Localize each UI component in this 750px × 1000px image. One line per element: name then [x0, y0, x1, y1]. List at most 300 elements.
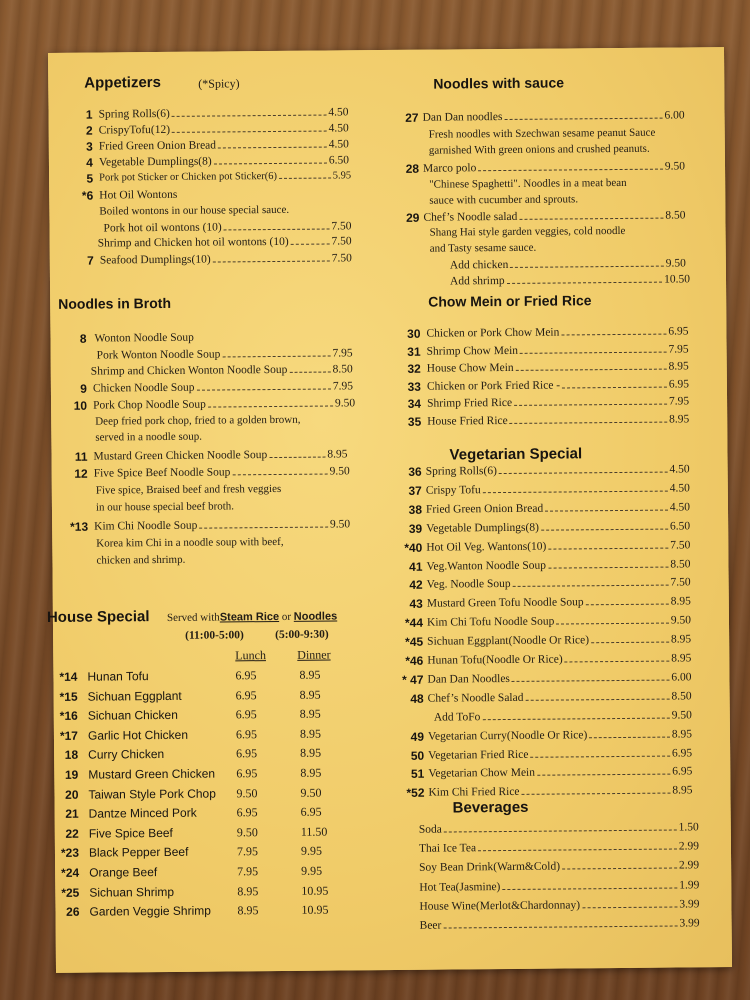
menu-item — [427, 411, 689, 429]
item-price: 3.99 — [679, 917, 700, 930]
menu-item — [93, 446, 347, 464]
menu-item — [427, 669, 691, 687]
leader-line — [548, 566, 668, 568]
dinner-price: 9.50 — [300, 785, 322, 800]
item-number: 28 — [405, 161, 420, 176]
item-price: 8.95 — [671, 727, 693, 741]
leader-line — [514, 404, 667, 406]
item-name: Kim Chi Noodle Soup — [94, 519, 198, 533]
leader-line — [289, 372, 330, 373]
chow-mein-title: Chow Mein or Fried Rice — [428, 292, 592, 310]
item-price: 8.95 — [668, 360, 689, 373]
item-number: *44 — [404, 615, 424, 631]
menu-item — [428, 764, 692, 782]
item-number: 4 — [86, 155, 94, 170]
item-price: 7.50 — [331, 220, 352, 233]
menu-item — [426, 499, 690, 517]
lunch-price: 6.95 — [236, 805, 258, 820]
menu-item — [93, 395, 355, 413]
item-name: Vegetarian Fried Rice — [428, 748, 529, 762]
item-description: Shang Hai style garden veggies, cold noodle — [429, 224, 626, 239]
leader-line — [530, 755, 670, 757]
menu-page — [48, 47, 732, 973]
item-name: Chef’s Noodle salad — [423, 210, 518, 224]
lunch-price: 8.95 — [237, 883, 259, 898]
item-name: Pork pot Sticker or Chicken pot Sticker(6) — [99, 170, 278, 184]
item-number: 31 — [407, 344, 421, 359]
leader-line — [548, 547, 668, 549]
dinner-header: Dinner — [297, 647, 331, 662]
item-number: 29 — [406, 210, 420, 225]
spicy-note: (*Spicy) — [198, 76, 240, 91]
item-number: 7 — [87, 253, 94, 268]
item-number: 39 — [408, 521, 423, 536]
item-price: 8.95 — [670, 633, 692, 646]
menu-item — [426, 537, 690, 555]
item-price: 6.95 — [668, 325, 689, 338]
leader-line — [208, 405, 333, 407]
item-name: Chef’s Noodle Salad — [427, 691, 524, 705]
item-description: and Tasty sesame sauce. — [429, 241, 537, 255]
menu-item — [428, 745, 692, 763]
menu-item — [93, 378, 353, 396]
vegetarian-title: Vegetarian Special — [449, 445, 583, 464]
leader-line — [525, 698, 669, 700]
leader-line — [562, 386, 667, 388]
beverages-title: Beverages — [452, 798, 529, 817]
leader-line — [510, 266, 663, 268]
leader-line — [556, 623, 668, 625]
menu-item — [426, 461, 690, 479]
item-price: 6.95 — [671, 746, 693, 760]
noodles-text: Noodles — [293, 610, 338, 623]
dinner-price: 8.95 — [300, 746, 322, 761]
noodles-sauce-title: Noodles with sauce — [433, 74, 565, 92]
item-number: 27 — [405, 110, 419, 125]
item-price: 7.95 — [332, 380, 353, 393]
item-description: in our house special beef broth. — [95, 500, 235, 514]
menu-item — [427, 359, 689, 377]
item-number: *46 — [405, 653, 424, 668]
item-name: Dan Dan noodles — [422, 111, 503, 124]
lunch-hours: (11:00-5:00) — [185, 629, 244, 642]
item-name: Pork Wonton Noodle Soup — [96, 348, 221, 362]
item-name: House Wine(Merlot&Chardonnay) — [419, 899, 581, 913]
leader-line — [478, 169, 663, 172]
item-name: Dantze Minced Pork — [88, 805, 197, 821]
menu-item — [419, 819, 699, 837]
leader-line — [222, 356, 330, 358]
leader-line — [510, 422, 667, 424]
item-price: 9.50 — [670, 614, 692, 627]
item-name: Mustard Green Chicken — [88, 766, 216, 782]
item-name: Five Spice Beef — [88, 825, 173, 841]
item-name: Garden Veggie Shrimp — [89, 903, 211, 919]
menu-item — [420, 915, 700, 933]
item-name: Orange Beef — [89, 865, 158, 880]
item-name: Sichuan Eggplant(Noodle Or Rice) — [427, 634, 590, 648]
item-name: Hunan Tofu(Noodle Or Rice) — [427, 653, 563, 667]
item-price: 4.50 — [328, 138, 349, 151]
dinner-price: 9.95 — [300, 843, 323, 859]
leader-line — [224, 229, 330, 231]
item-name: Marco polo — [422, 162, 477, 175]
item-price: 9.50 — [329, 518, 351, 531]
item-number: 32 — [407, 361, 421, 377]
item-name: Dan Dan Noodles — [427, 672, 510, 686]
item-price: 6.50 — [669, 520, 691, 533]
leader-line — [504, 118, 662, 120]
item-price: 9.50 — [664, 160, 686, 173]
leader-line — [591, 642, 669, 644]
dinner-price: 6.95 — [300, 804, 322, 819]
item-number: 1 — [85, 107, 93, 122]
menu-item — [98, 233, 352, 251]
menu-item — [94, 516, 350, 534]
item-name: Shrimp Chow Mein — [426, 344, 519, 358]
item-number: 2 — [85, 123, 93, 138]
leader-line — [507, 282, 663, 284]
item-description: served in a noodle soup. — [95, 430, 203, 444]
item-name: Sichuan Shrimp — [89, 884, 175, 900]
item-number: 36 — [408, 464, 422, 479]
item-description: garnished With green onions and crushed peanuts. — [428, 142, 650, 157]
item-name: Pork Chop Noodle Soup — [93, 398, 206, 412]
item-name: Sichuan Eggplant — [87, 688, 182, 704]
item-description: sauce with cucumber and sprouts. — [429, 193, 579, 207]
item-name: Spring Rolls(6) — [425, 465, 497, 478]
item-name: Veg. Noodle Soup — [426, 578, 511, 592]
leader-line — [562, 868, 677, 870]
item-number: 43 — [409, 597, 423, 612]
item-price: 8.50 — [671, 690, 692, 703]
item-price: 3.99 — [679, 898, 700, 911]
appetizers-title: Appetizers — [84, 73, 162, 92]
leader-line — [443, 926, 677, 929]
item-number: 10 — [73, 398, 88, 413]
menu-item — [427, 650, 691, 668]
item-price: 9.50 — [665, 257, 686, 270]
item-name: Add shrimp — [449, 274, 505, 288]
leader-line — [499, 472, 668, 474]
leader-line — [516, 369, 667, 371]
item-number: 35 — [407, 414, 422, 429]
lunch-price: 8.95 — [237, 903, 259, 918]
item-price: 9.50 — [671, 709, 692, 722]
lunch-price: 6.95 — [236, 766, 258, 781]
item-price: 1.50 — [678, 821, 699, 834]
leader-line — [589, 736, 670, 738]
served-with-note — [167, 608, 337, 625]
item-number: *25 — [61, 885, 80, 900]
leader-line — [199, 527, 328, 529]
item-price: 2.99 — [678, 859, 700, 872]
menu-item — [426, 518, 690, 536]
item-number: 38 — [408, 502, 423, 517]
item-name: Chicken or Pork Chow Mein — [426, 326, 560, 340]
item-number: *14 — [59, 669, 78, 684]
item-name: Seafood Dumplings(10) — [99, 253, 211, 267]
item-name: Chicken Noodle Soup — [92, 381, 195, 395]
item-price: 7.95 — [668, 342, 689, 356]
or-text: or — [281, 610, 292, 623]
leader-line — [537, 774, 670, 776]
item-number: 22 — [65, 826, 79, 841]
item-number: 33 — [407, 379, 421, 394]
item-price: 7.50 — [331, 252, 352, 265]
lunch-price: 6.95 — [235, 668, 257, 683]
item-price: 9.50 — [334, 397, 356, 410]
item-name: House Chow Mein — [426, 362, 514, 375]
dinner-price: 9.95 — [301, 863, 323, 878]
item-name: Kim Chi Fried Rice — [428, 786, 520, 799]
dinner-price: 8.95 — [299, 706, 321, 721]
lunch-price: 6.95 — [235, 726, 258, 742]
item-price: 6.00 — [664, 109, 685, 122]
item-number: 5 — [86, 171, 94, 186]
leader-line — [545, 509, 668, 511]
noodles-broth-title: Noodles in Broth — [58, 294, 172, 312]
item-price: 9.50 — [329, 465, 350, 478]
item-price: 10.50 — [664, 273, 691, 286]
dinner-price: 8.95 — [299, 687, 321, 702]
item-name: Beer — [419, 919, 442, 932]
served-with-text: Served with — [166, 611, 220, 624]
leader-line — [172, 131, 326, 133]
item-name: Soda — [418, 823, 442, 836]
item-name: Shrimp and Chicken hot oil wontons (10) — [97, 235, 289, 250]
leader-line — [582, 906, 677, 908]
item-name: Hot Oil Veg. Wantons(10) — [426, 540, 547, 554]
menu-item — [426, 480, 690, 498]
item-price: 6.00 — [671, 671, 692, 684]
dinner-price: 10.95 — [301, 902, 329, 917]
item-number: *6 — [81, 188, 94, 203]
menu-item — [99, 168, 351, 186]
item-number: *52 — [406, 786, 425, 801]
item-price: 6.50 — [328, 154, 349, 167]
lunch-price: 9.50 — [236, 824, 258, 840]
item-name: Add chicken — [449, 258, 509, 272]
item-number: 8 — [79, 331, 87, 346]
item-price: 1.99 — [679, 878, 700, 892]
item-price: 8.95 — [672, 784, 693, 797]
item-price: 8.95 — [670, 595, 691, 608]
item-price: 7.50 — [670, 538, 691, 552]
dinner-price: 8.95 — [300, 765, 322, 780]
leader-line — [513, 585, 669, 587]
leader-line — [213, 261, 330, 263]
item-number: 41 — [409, 559, 423, 574]
item-name: Hot Tea(Jasmine) — [419, 880, 501, 894]
menu-item — [450, 271, 690, 289]
menu-item — [427, 575, 691, 593]
item-number: 21 — [65, 806, 79, 822]
item-name: Kim Chi Tofu Noodle Soup — [426, 615, 555, 629]
lunch-price: 9.50 — [236, 785, 258, 800]
item-number: 34 — [407, 397, 422, 412]
item-price: 4.50 — [328, 122, 349, 135]
dinner-price: 8.95 — [299, 667, 321, 682]
item-number: * 47 — [402, 672, 424, 687]
item-description: Five spice, Braised beef and fresh veggies — [95, 482, 282, 497]
menu-item — [419, 839, 699, 857]
menu-item — [427, 394, 689, 412]
menu-item — [428, 688, 692, 706]
item-number: *23 — [60, 846, 80, 861]
leader-line — [502, 887, 677, 890]
leader-line — [269, 457, 325, 458]
leader-line — [232, 474, 327, 476]
leader-line — [512, 679, 669, 681]
item-name: Veg.Wanton Noodle Soup — [426, 559, 547, 573]
lunch-header: Lunch — [235, 648, 266, 663]
item-number: 37 — [408, 483, 422, 498]
menu-item — [426, 323, 688, 341]
dinner-price: 10.95 — [301, 883, 329, 898]
leader-line — [520, 351, 667, 353]
lunch-price: 6.95 — [235, 707, 257, 722]
item-number: *15 — [59, 689, 78, 704]
menu-item — [434, 707, 692, 725]
menu-item — [423, 107, 685, 125]
item-name: Wonton Noodle Soup — [94, 331, 194, 345]
menu-item — [91, 361, 353, 379]
item-number: 51 — [410, 767, 425, 782]
leader-line — [482, 717, 669, 720]
item-price: 4.50 — [669, 463, 690, 476]
item-name: Taiwan Style Pork Chop — [88, 786, 216, 802]
leader-line — [522, 793, 671, 795]
menu-item — [427, 631, 691, 649]
item-number: 49 — [410, 729, 425, 744]
item-price: 8.50 — [665, 209, 686, 222]
leader-line — [218, 147, 327, 149]
item-name: Vegetable Dumplings(8) — [426, 521, 539, 535]
item-name: Hot Oil Wontons — [99, 188, 178, 202]
item-price: 8.95 — [327, 448, 348, 461]
item-name: Five Spice Beef Noodle Soup — [93, 466, 231, 480]
menu-item — [427, 341, 689, 359]
item-description: Korea kim Chi in a noodle soup with beef, — [96, 535, 284, 550]
menu-item — [423, 158, 685, 176]
item-name: Shrimp and Chicken Wonton Noodle Soup — [90, 363, 288, 378]
menu-item — [423, 207, 685, 225]
item-price: 7.95 — [668, 395, 690, 408]
item-price: 4.50 — [669, 501, 691, 514]
leader-line — [483, 490, 668, 493]
lunch-price: 6.95 — [236, 746, 258, 761]
menu-item — [428, 783, 692, 801]
item-name: Add ToFo — [433, 710, 481, 724]
item-name: Spring Rolls(6) — [98, 107, 170, 121]
item-name: House Fried Rice — [427, 414, 508, 428]
item-price: 5.95 — [332, 170, 352, 182]
item-price: 6.95 — [668, 378, 689, 391]
menu-item — [427, 613, 691, 631]
item-number: *24 — [61, 865, 80, 880]
house-special-title: House Special — [46, 608, 150, 626]
leader-line — [444, 830, 677, 833]
item-name: Shrimp Fried Rice — [427, 397, 513, 411]
menu-item — [100, 250, 352, 268]
item-number: *45 — [405, 634, 424, 649]
item-price: 8.50 — [670, 557, 691, 571]
item-number: *40 — [404, 540, 423, 555]
leader-line — [197, 389, 331, 391]
menu-item — [419, 858, 699, 876]
item-price: 8.95 — [669, 413, 690, 426]
item-description: Deep fried pork chop, fried to a golden brown, — [95, 413, 301, 428]
item-price: 4.50 — [328, 106, 349, 119]
item-description: chicken and shrimp. — [96, 553, 186, 567]
dinner-price: 11.50 — [300, 824, 328, 839]
leader-line — [279, 178, 331, 179]
menu-item — [428, 726, 692, 744]
item-name: Garlic Hot Chicken — [87, 727, 189, 743]
item-price: 8.50 — [332, 363, 353, 376]
leader-line — [561, 334, 666, 336]
menu-item — [419, 896, 699, 914]
leader-line — [541, 528, 668, 530]
item-number: *17 — [59, 728, 79, 743]
item-name: Fried Green Onion Bread — [98, 139, 217, 153]
item-description: "Chinese Spaghetti". Noodles in a meat bean — [429, 176, 627, 191]
item-price: 6.95 — [672, 765, 693, 778]
leader-line — [565, 661, 670, 663]
item-name: Crispy Tofu — [425, 484, 481, 497]
item-price: 7.50 — [331, 235, 352, 248]
item-name: Pork hot oil wontons (10) — [103, 221, 222, 235]
item-number: 26 — [66, 904, 80, 920]
item-price: 7.50 — [670, 576, 691, 589]
menu-item — [427, 594, 691, 612]
item-number: 20 — [65, 787, 79, 802]
leader-line — [586, 604, 669, 606]
leader-line — [172, 115, 327, 117]
item-price: 2.99 — [678, 840, 700, 853]
item-number: 42 — [409, 578, 423, 593]
item-name: Soy Bean Drink(Warm&Cold) — [419, 860, 561, 875]
item-number: 48 — [410, 691, 424, 706]
item-price: 4.50 — [669, 482, 690, 495]
dinner-price: 8.95 — [299, 726, 322, 741]
item-name: Thai Ice Tea — [418, 842, 477, 855]
item-name: Vegetarian Curry(Noodle Or Rice) — [427, 728, 588, 743]
item-name: Mustard Green Tofu Noodle Soup — [426, 596, 584, 610]
item-number: *13 — [70, 519, 89, 534]
leader-line — [291, 244, 330, 245]
item-number: 3 — [86, 139, 93, 154]
item-name: Vegetarian Chow Mein — [428, 767, 536, 781]
menu-item — [419, 877, 699, 895]
item-number: 12 — [74, 466, 88, 481]
item-name: Hunan Tofu — [87, 669, 149, 684]
item-name: Mustard Green Chicken Noodle Soup — [93, 449, 268, 463]
item-name: CrispyTofu(12) — [98, 123, 171, 137]
leader-line — [214, 163, 327, 165]
item-description: Fresh noodles with Szechwan sesame peanut Sauce — [428, 126, 656, 141]
item-price: 7.95 — [332, 347, 353, 360]
item-number: 11 — [74, 449, 88, 464]
item-number: 9 — [80, 381, 87, 396]
dinner-hours: (5:00-9:30) — [275, 628, 329, 642]
item-price: 8.95 — [671, 652, 692, 665]
menu-item — [426, 556, 690, 574]
menu-item — [427, 376, 689, 394]
item-name: Vegetable Dumplings(8) — [98, 155, 212, 169]
item-number: 50 — [410, 748, 425, 763]
